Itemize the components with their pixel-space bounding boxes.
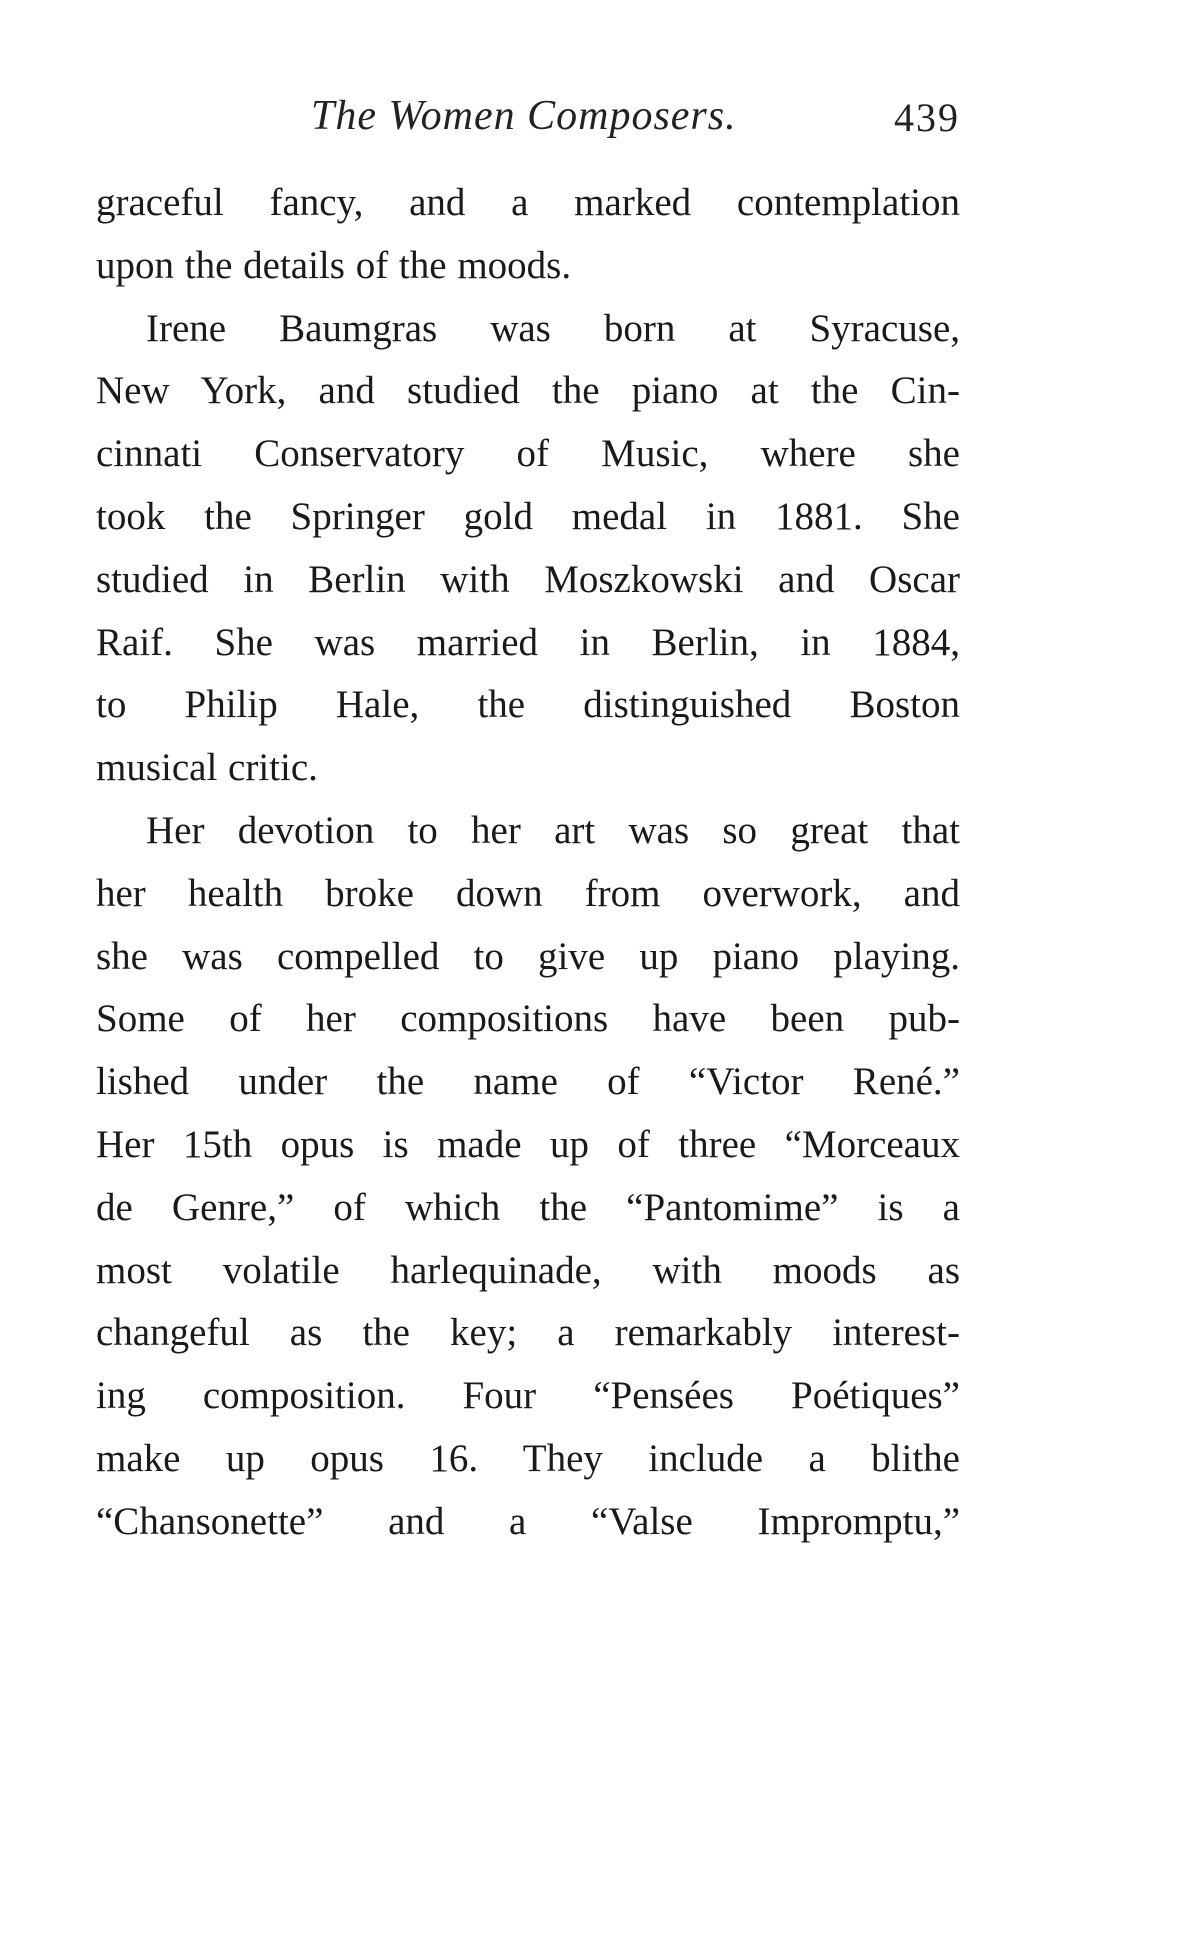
text-line: make up opus 16. They include a blithe [96,1436,960,1480]
text-line: graceful fancy, and a marked contemplation [96,181,960,224]
text-line: she was compelled to give up piano playing. [96,934,960,978]
text-line: most volatile harlequinade, with moods as [96,1248,960,1292]
running-title: The Women Composers. [311,93,737,139]
text-line: lished under the name of “Victor René.” [96,1060,960,1104]
body-text [96,172,960,1554]
paragraph-continuation [96,172,960,298]
text-line: de Genre,” of which the “Pantomime” is a [96,1185,960,1229]
text-line: musical critic. [96,746,318,790]
text-line: ing composition. Four “Pensées Poétiques” [96,1374,960,1418]
text-line: Irene Baumgras was born at Syracuse, [146,306,960,350]
text-line: Raif. She was married in Berlin, in 1884, [96,620,960,664]
paragraph-devotion [96,800,960,1554]
text-line: changeful as the key; a remarkably interest- [96,1311,960,1355]
page-number: 439 [894,95,960,140]
text-line: her health broke down from overwork, and [96,871,960,915]
text-line: took the Springer gold medal in 1881. She [96,494,960,538]
text-line: Her 15th opus is made up of three “Morceaux [96,1122,960,1166]
text-line: studied in Berlin with Moszkowski and Oscar [96,557,960,601]
text-line: “Chansonette” and a “Valse Impromptu,” [96,1499,960,1543]
text-line: cinnati Conservatory of Music, where she [96,432,960,476]
paragraph-irene-baumgras [96,298,960,800]
running-head [96,92,960,152]
text-line: to Philip Hale, the distinguished Boston [96,683,960,727]
text-line: upon the details of the moods. [96,243,572,287]
text-line: New York, and studied the piano at the Cin- [96,369,960,413]
text-line: Some of her compositions have been pub- [96,997,960,1041]
text-line: Her devotion to her art was so great that [146,808,960,852]
